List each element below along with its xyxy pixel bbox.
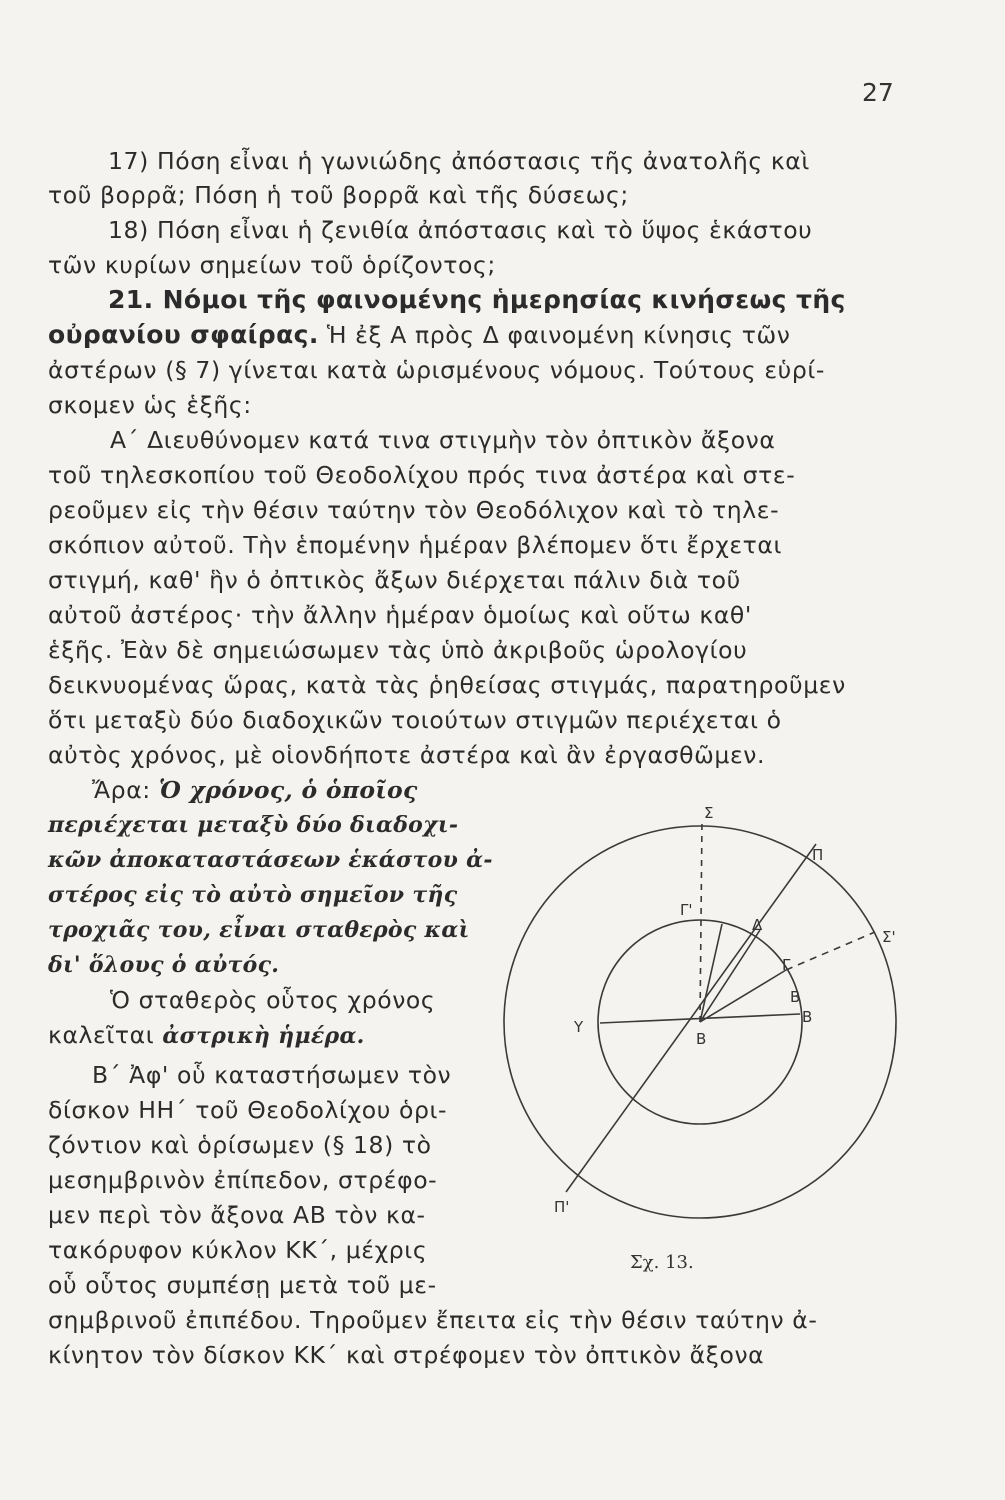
figure-label: Β bbox=[790, 988, 801, 1006]
text-line: ἑξῆς. Ἐὰν δὲ σημειώσωμεν τὰς ὑπὸ ἀκριβοῦς ὡρολογίου bbox=[48, 636, 748, 664]
celestial-diagram bbox=[490, 790, 910, 1230]
text-line: ζόντιον καὶ ὁρίσωμεν (§ 18) τὸ bbox=[48, 1131, 432, 1159]
radius-line bbox=[700, 930, 760, 1022]
text-line: μεσημβρινὸν ἐπίπεδον, στρέφο- bbox=[48, 1166, 438, 1194]
text-line: τακόρυφον κύκλον ΚΚ΄, μέχρις bbox=[48, 1236, 428, 1264]
italic-definition: δι' ὅλους ὁ αὐτός. bbox=[48, 952, 280, 978]
text-line: ὅτι μεταξὺ δύο διαδοχικῶν τοιούτων στιγμῶν περιέχεται ὁ bbox=[48, 706, 782, 734]
text-line: δεικνυομένας ὥρας, κατὰ τὰς ῥηθείσας στιγμάς, παρατηροῦμεν bbox=[48, 671, 846, 699]
text-line: τῶν κυρίων σημείων τοῦ ὁρίζοντος; bbox=[48, 251, 496, 279]
text-line: Α΄ Διευθύνομεν κατά τινα στιγμὴν τὸν ὀπτικὸν ἄξονα bbox=[110, 426, 776, 454]
text-line: κίνητον τὸν δίσκον ΚΚ΄ καὶ στρέφομεν τὸν ὀπτικὸν ἄξονα bbox=[48, 1341, 765, 1369]
text-line: 17) Πόση εἶναι ἡ γωνιώδης ἀπόστασις τῆς ἀνατολῆς καὶ bbox=[108, 147, 810, 175]
text-line bbox=[48, 320, 791, 350]
text-fragment: καλεῖται bbox=[48, 1021, 155, 1049]
text-line: μεν περὶ τὸν ἄξονα ΑΒ τὸν κα- bbox=[48, 1201, 426, 1229]
figure-label: Υ bbox=[574, 1018, 584, 1036]
vertical-dashed-line bbox=[700, 820, 702, 1022]
italic-term: ἀστρικὴ ἡμέρα. bbox=[162, 1023, 365, 1049]
text-line: τοῦ βορρᾶ; Πόση ἡ τοῦ βορρᾶ καὶ τῆς δύσεως; bbox=[48, 181, 629, 209]
page-number: 27 bbox=[862, 78, 894, 107]
italic-definition: κῶν ἀποκαταστάσεων ἑκάστου ἀ- bbox=[48, 847, 493, 873]
text-line: ἀστέρων (§ 7) γίνεται κατὰ ὡρισμένους νόμους. Τούτους εὑρί- bbox=[48, 356, 825, 384]
text-line: σκόπιον αὐτοῦ. Τὴν ἑπομένην ἡμέραν βλέπομεν ὅτι ἔρχεται bbox=[48, 531, 783, 559]
figure-label: Π bbox=[812, 846, 824, 864]
text-line: Β΄ Ἀφ' οὗ καταστήσωμεν τὸν bbox=[92, 1061, 452, 1089]
text-line bbox=[92, 775, 418, 805]
italic-definition: περιέχεται μεταξὺ δύο διαδοχι- bbox=[48, 812, 459, 838]
figure-label: Γ bbox=[782, 956, 791, 974]
figure-label: Β bbox=[696, 1030, 707, 1048]
figure-label: Σ bbox=[704, 804, 714, 822]
italic-definition: στέρος εἰς τὸ αὐτὸ σημεῖον τῆς bbox=[48, 882, 458, 908]
diameter-line bbox=[566, 844, 816, 1192]
text-line: οὗ οὗτος συμπέσῃ μετὰ τοῦ με- bbox=[48, 1271, 437, 1299]
text-line: δίσκον ΗΗ΄ τοῦ Θεοδολίχου ὁρι- bbox=[48, 1096, 448, 1124]
section-heading: 21. Νόμοι τῆς φαινομένης ἡμερησίας κινήσεως τῆς bbox=[108, 285, 846, 314]
dashed-extension bbox=[786, 932, 875, 970]
text-fragment: Ἄρα: bbox=[92, 776, 151, 804]
text-line: σκομεν ὡς ἑξῆς: bbox=[48, 391, 252, 419]
text-fragment: Ἡ ἐξ Α πρὸς Δ φαινομένη κίνησις τῶν bbox=[318, 321, 791, 349]
figure-label: Γ' bbox=[680, 901, 693, 919]
radius-line bbox=[700, 924, 722, 1022]
figure-label: Π' bbox=[554, 1198, 570, 1216]
text-line: αὐτοῦ ἀστέρος· τὴν ἄλλην ἡμέραν ὁμοίως καὶ οὕτω καθ' bbox=[48, 601, 752, 629]
text-line: σημβρινοῦ ἐπιπέδου. Τηροῦμεν ἔπειτα εἰς τὴν θέσιν ταύτην ἀ- bbox=[48, 1306, 818, 1334]
text-line: Ὁ σταθερὸς οὗτος χρόνος bbox=[110, 986, 436, 1014]
text-line: στιγμή, καθ' ἣν ὁ ὀπτικὸς ἄξων διέρχεται πάλιν διὰ τοῦ bbox=[48, 566, 741, 594]
text-line: τοῦ τηλεσκοπίου τοῦ Θεοδολίχου πρός τινα ἀστέρα καὶ στε- bbox=[48, 461, 796, 489]
section-heading-cont: οὐρανίου σφαίρας. bbox=[48, 320, 319, 349]
figure-label: Β bbox=[802, 1008, 813, 1026]
figure-caption: Σχ. 13. bbox=[630, 1252, 694, 1273]
italic-definition: τροχιᾶς του, εἶναι σταθερὸς καὶ bbox=[48, 917, 470, 943]
radius-line bbox=[700, 970, 786, 1022]
text-line bbox=[48, 1020, 365, 1050]
text-line: αὐτὸς χρόνος, μὲ οἱονδήποτε ἀστέρα καὶ ἂν ἐργασθῶμεν. bbox=[48, 741, 766, 769]
text-line: 18) Πόση εἶναι ἡ ζενιθία ἀπόστασις καὶ τὸ ὕψος ἑκάστου bbox=[108, 216, 813, 244]
text-line: ρεοῦμεν εἰς τὴν θέσιν ταύτην τὸν Θεοδόλιχον καὶ τὸ τηλε- bbox=[48, 496, 780, 524]
italic-definition: Ὁ χρόνος, ὁ ὁποῖος bbox=[158, 776, 418, 804]
figure-label: Σ' bbox=[882, 928, 896, 946]
figure-label: Δ bbox=[752, 916, 763, 934]
